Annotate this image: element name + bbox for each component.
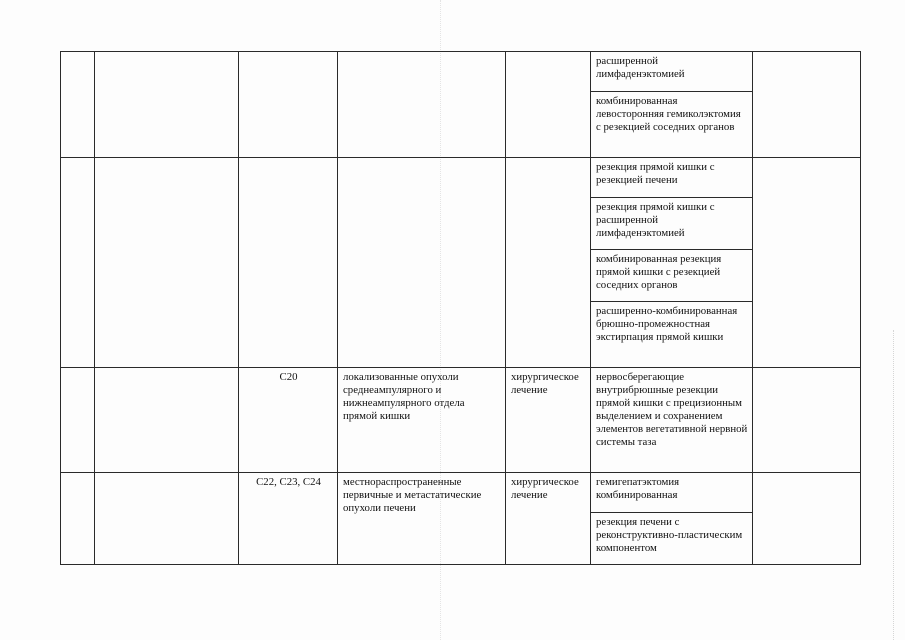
number-cell: [61, 368, 95, 473]
icd-code-cell: [239, 52, 338, 158]
treatment-method-cell: резекция печени с реконструктивно-пластическим компонентом: [591, 513, 753, 565]
treatment-type-cell: хирургическое лечение: [506, 368, 591, 473]
diagnosis-cell: местнораспространенные первичные и метастатические опухоли печени: [338, 473, 506, 565]
treatment-method-cell: резекция прямой кишки с резекцией печени: [591, 158, 753, 198]
treatment-method-cell: расширенно-комбинированная брюшно-промежностная экстирпация прямой кишки: [591, 302, 753, 368]
treatment-type-cell: хирургическое лечение: [506, 473, 591, 565]
number-cell: [61, 473, 95, 565]
notes-cell: [753, 158, 861, 368]
diagnosis-cell: [338, 158, 506, 368]
diagnosis-cell: [338, 52, 506, 158]
number-cell: [61, 158, 95, 368]
table-row: [61, 473, 861, 513]
profile-cell: [95, 473, 239, 565]
treatment-type-cell: [506, 52, 591, 158]
profile-cell: [95, 52, 239, 158]
profile-cell: [95, 158, 239, 368]
treatment-method-cell: расширенной лимфаденэктомией: [591, 52, 753, 92]
treatment-method-cell: комбинированная резекция прямой кишки с резекцией соседних органов: [591, 250, 753, 302]
icd-code-cell: C20: [239, 368, 338, 473]
table-row: [61, 158, 861, 198]
treatment-method-cell: резекция прямой кишки с расширенной лимфаденэктомией: [591, 198, 753, 250]
icd-code-cell: C22, C23, C24: [239, 473, 338, 565]
table-row: [61, 368, 861, 473]
icd-code-cell: [239, 158, 338, 368]
treatment-type-cell: [506, 158, 591, 368]
diagnosis-cell: локализованные опухоли среднеампулярного и нижнеампулярного отдела прямой кишки: [338, 368, 506, 473]
scan-edge-artifact: [893, 330, 894, 640]
table-row: [61, 52, 861, 92]
treatment-method-cell: гемигепатэктомия комбинированная: [591, 473, 753, 513]
profile-cell: [95, 368, 239, 473]
treatment-method-cell: нервосберегающие внутрибрюшные резекции прямой кишки с прецизионным выделением и сохранением элементов вегетативной нервной системы таза: [591, 368, 753, 473]
notes-cell: [753, 368, 861, 473]
notes-cell: [753, 52, 861, 158]
treatment-method-cell: комбинированная левосторонняя гемиколэктомия с резекцией соседних органов: [591, 92, 753, 158]
medical-procedures-table: [60, 51, 861, 565]
notes-cell: [753, 473, 861, 565]
number-cell: [61, 52, 95, 158]
